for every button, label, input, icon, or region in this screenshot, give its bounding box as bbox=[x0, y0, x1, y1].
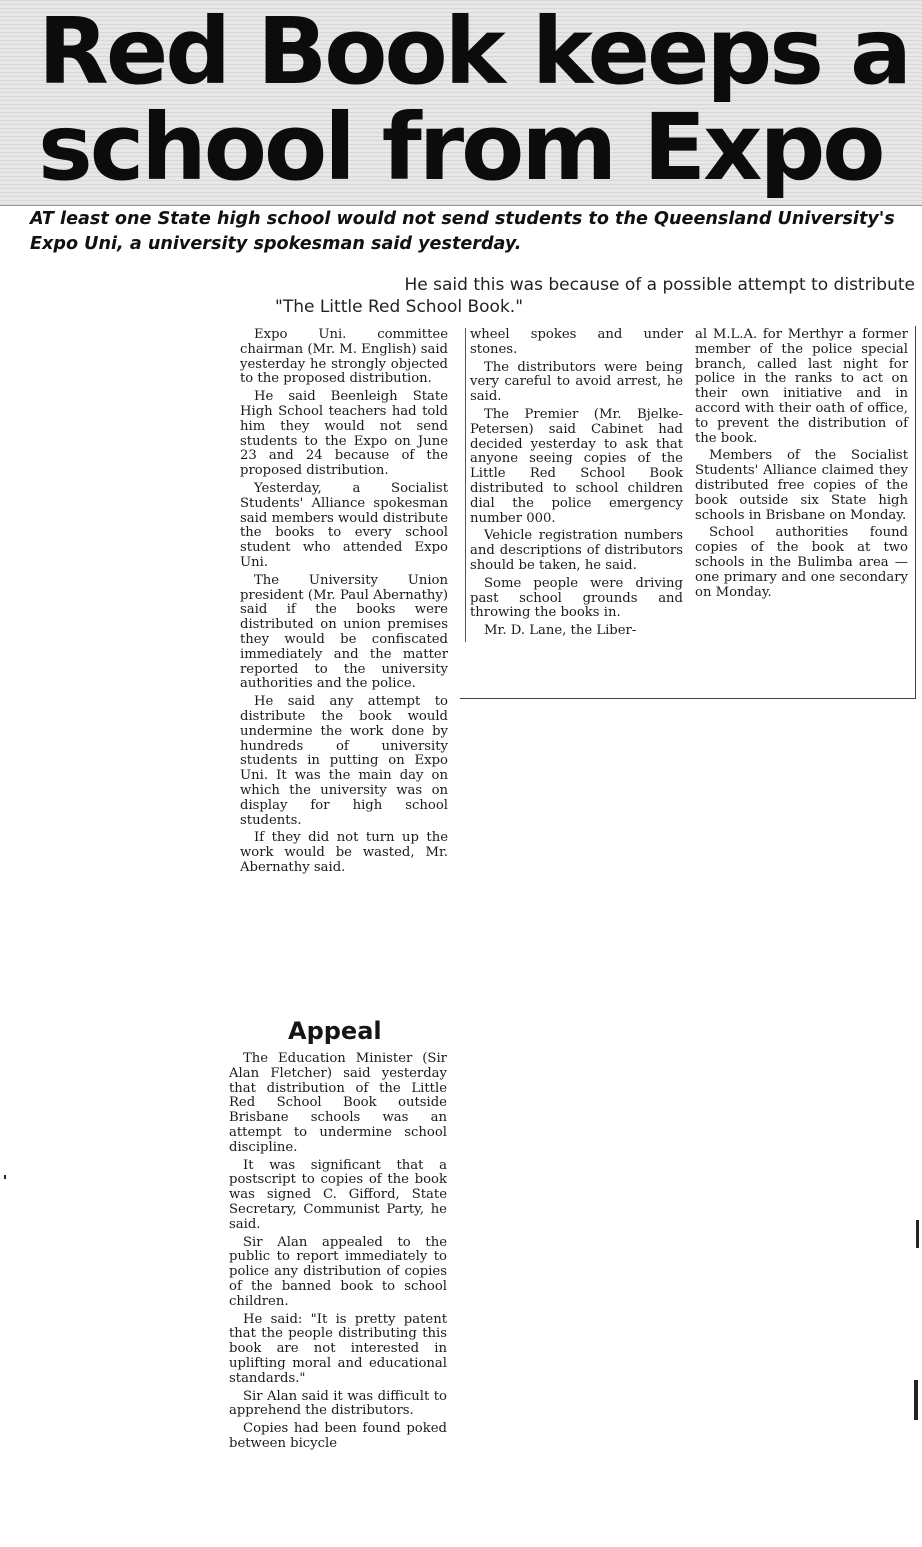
paragraph: Vehicle registration numbers and descriptions of distributors should be taken, he said. bbox=[470, 528, 683, 573]
paragraph: Sir Alan said it was difficult to apprehend the distributors. bbox=[229, 1388, 447, 1419]
paragraph: School authorities found copies of the book at two schools in the Bulimba area — one primary and one secondary on Monday. bbox=[695, 525, 908, 600]
paragraph: He said any attempt to distribute the book would undermine the work done by hundreds of university students in putting on Expo Uni. It was the main day on which the university was on display for high school students. bbox=[240, 694, 448, 828]
intro-paragraph: AT least one State high school would not send students to the Queensland University's Expo Uni, a university spokesman said yesterday. bbox=[30, 209, 895, 254]
paragraph: Copies had been found poked between bicycle bbox=[229, 1421, 447, 1451]
paragraph: He said Beenleigh State High School teachers had told him they would not send students to the Expo on June 23 and 24 because of the proposed distribution. bbox=[240, 389, 448, 479]
paragraph: The Premier (Mr. Bjelke-Petersen) said Cabinet had decided yesterday to ask that anyone seeing copies of the Little Red School Book distributed to school children dial the police emergency number 000. bbox=[470, 406, 683, 526]
paragraph: He said: "It is pretty patent that the people distributing this book are not interested in uplifting moral and educational standards." bbox=[229, 1311, 447, 1386]
paragraph-continued: wheel spokes and under stones. bbox=[470, 327, 683, 357]
headline-line-2: school from Expo bbox=[38, 94, 883, 201]
deck-line-2: "The Little Red School Book." bbox=[275, 297, 524, 317]
column-1-continued bbox=[229, 1052, 447, 1455]
paragraph: Sir Alan appealed to the public to report immediately to police any distribution of copies of the banned book to school children. bbox=[229, 1234, 447, 1309]
paragraph: The Education Minister (Sir Alan Fletcher) said yesterday that distribution of the Little Red School Book outside Brisbane schools was an attempt to undermine school discipline. bbox=[229, 1051, 447, 1155]
deck-line-1: He said this was because of a possible attempt to distribute bbox=[404, 275, 915, 295]
paragraph: Mr. D. Lane, the Liber- bbox=[484, 623, 637, 639]
scan-mark bbox=[914, 1380, 918, 1420]
subhead-appeal: Appeal bbox=[288, 1017, 382, 1045]
headline-block bbox=[0, 0, 922, 206]
paragraph: Some people were driving past school grounds and throwing the books in. bbox=[470, 575, 683, 621]
column-1 bbox=[240, 328, 448, 879]
paragraph: Expo Uni. committee chairman (Mr. M. English) said yesterday he strongly objected to the proposed distribution. bbox=[240, 327, 448, 387]
column-3 bbox=[695, 328, 908, 603]
paragraph: Yesterday, a Socialist Students' Alliance spokesman said members would distribute the books to every school student who attended Expo Uni. bbox=[240, 480, 448, 570]
headline bbox=[38, 0, 918, 201]
paragraph-continued: al M.L.A. for Merthyr a former member of the police special branch, called last night for police in the ranks to act on their own initiative and in accord with their oath of office, to prevent the distribution of the book. bbox=[695, 327, 908, 446]
paragraph: The University Union president (Mr. Paul Abernathy) said if the books were distributed on union premises they would be confiscated immediately and the matter reported to the university authorities and the police. bbox=[240, 572, 448, 692]
scan-mark bbox=[4, 1175, 6, 1179]
column-2 bbox=[465, 328, 683, 642]
paragraph: Members of the Socialist Students' Alliance claimed they distributed free copies of the book outside six State high schools in Brisbane on Monday. bbox=[695, 448, 908, 523]
scan-mark bbox=[916, 1220, 919, 1248]
headline-line-1: Red Book keeps a bbox=[38, 0, 910, 105]
paragraph: If they did not turn up the work would be wasted, Mr. Abernathy said. bbox=[240, 830, 448, 875]
deck bbox=[275, 274, 915, 318]
paragraph: The distributors were being very careful to avoid arrest, he said. bbox=[470, 359, 683, 405]
paragraph: It was significant that a postscript to copies of the book was signed C. Gifford, State Secretary, Communist Party, he said. bbox=[229, 1157, 447, 1232]
